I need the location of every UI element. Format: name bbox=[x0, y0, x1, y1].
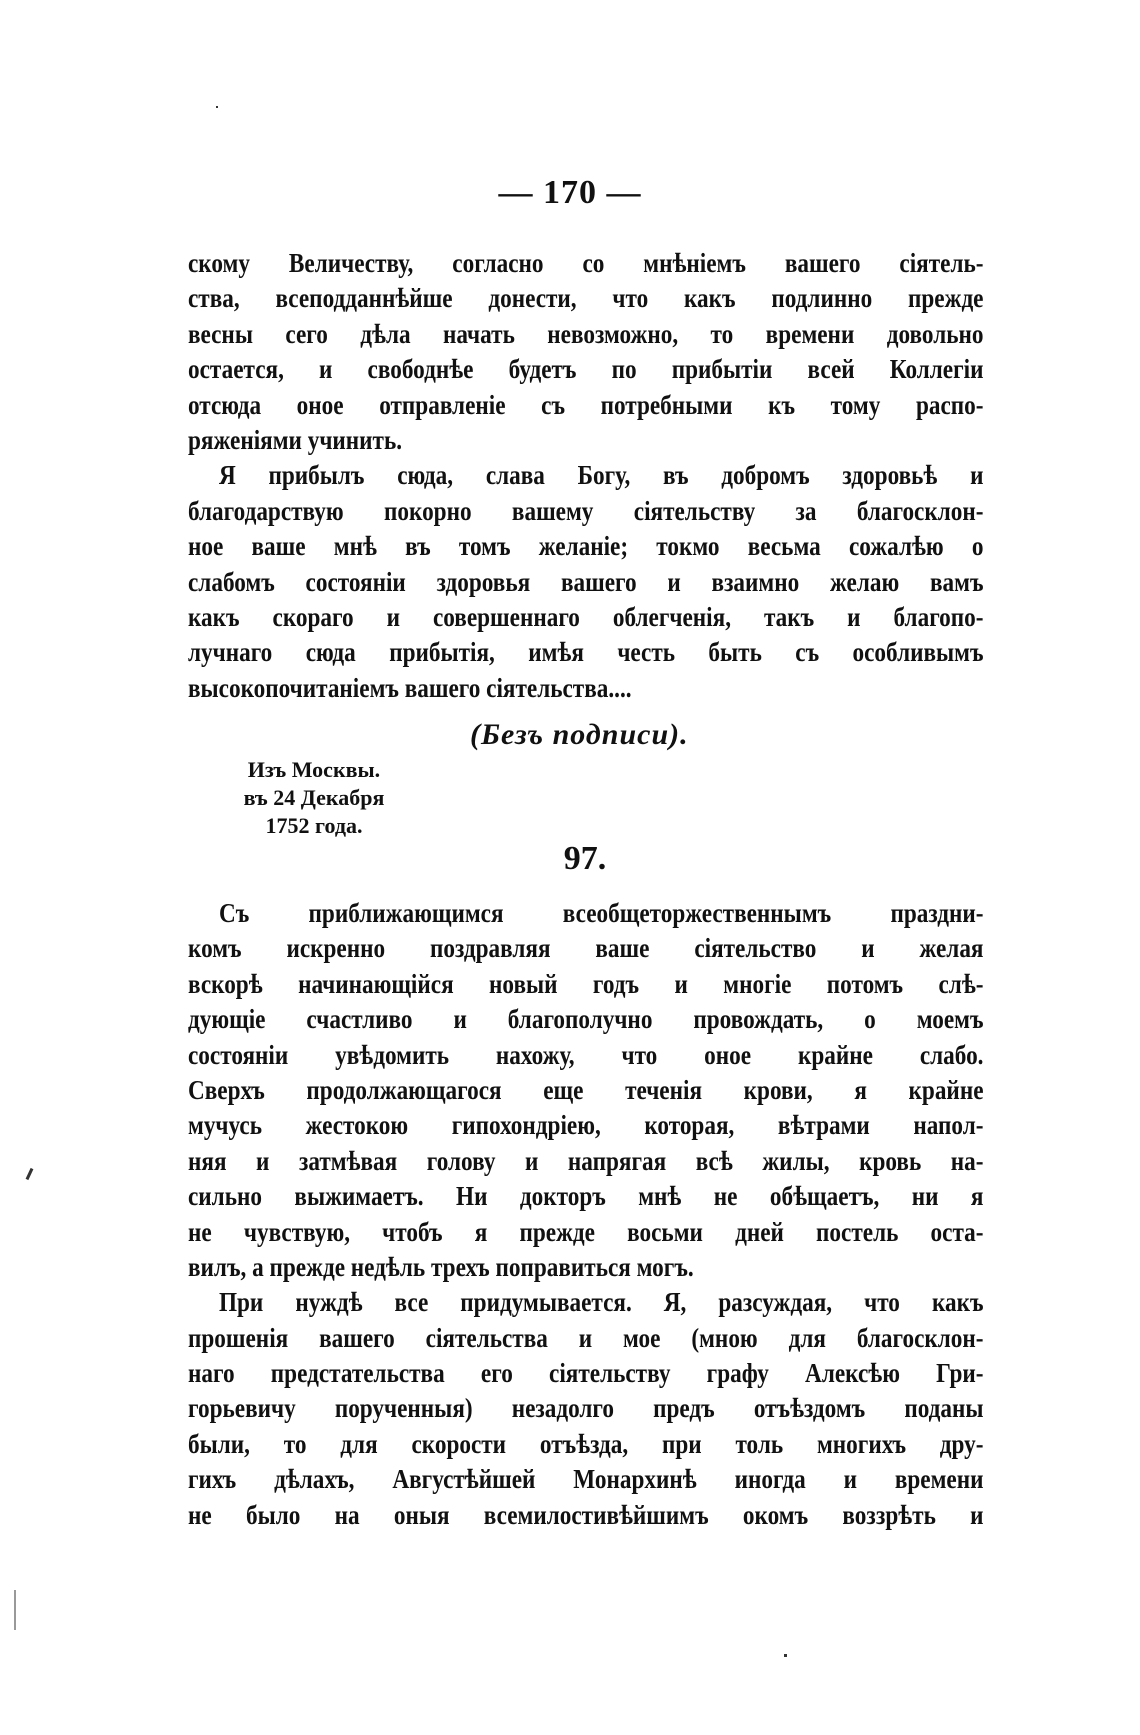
text-line: не чувствую, чтобъ я прежде восьми дней постель оста- bbox=[188, 1216, 984, 1247]
text-line: ряженіями учинить. bbox=[188, 424, 403, 455]
text-line: дующіе счастливо и благополучно провождать, о моемъ bbox=[188, 1004, 984, 1035]
text-line: мучусь жестокою гипохондріею, которая, вѣтрами напол- bbox=[188, 1110, 984, 1141]
text-line: благодарствую покорно вашему сіятельству за благосклон- bbox=[188, 495, 984, 526]
scan-speck bbox=[26, 1168, 34, 1180]
text-line: сильно выжимаетъ. Ни докторъ мнѣ не обѣщаетъ, ни я bbox=[188, 1181, 984, 1212]
text-line: Съ приближающимся всеобщеторжественнымъ праздни- bbox=[218, 898, 984, 928]
text-line: наго предстательства его сіятельству графу Алексѣю Гри- bbox=[188, 1358, 984, 1389]
text-line: лучнаго сюда прибытія, имѣя честь быть съ особливымъ bbox=[188, 637, 984, 668]
text-line: комъ искренно поздравляя ваше сіятельство и желая bbox=[188, 933, 984, 964]
text-line: При нуждѣ все придумывается. Я, разсуждая, что какъ bbox=[218, 1287, 984, 1318]
text-line: не было на оныя всемилостивѣйшимъ окомъ воззрѣть и bbox=[188, 1499, 984, 1530]
text-line: остается, и свободнѣе будетъ по прибытіи всей Коллегіи bbox=[188, 354, 984, 385]
text-line: весны сего дѣла начать невозможно, то времени довольно bbox=[188, 318, 984, 349]
text-line: Сверхъ продолжающагося еще теченія крови, я крайне bbox=[188, 1074, 984, 1105]
page-number: — 170 — bbox=[498, 174, 642, 211]
text-line: Я прибылъ сюда, слава Богу, въ добромъ здоровьѣ и bbox=[218, 460, 984, 491]
letter-number: 97. bbox=[563, 840, 607, 877]
text-block-letter-96 bbox=[188, 246, 984, 706]
text-line: какъ скораго и совершеннаго облегченія, такъ и благопо- bbox=[188, 601, 984, 632]
text-line: высокопочитаніемъ вашего сіятельства.... bbox=[188, 672, 632, 703]
text-line: вскорѣ начинающійся новый годъ и многіе потомъ слѣ- bbox=[188, 968, 984, 999]
text-line: ства, всеподданнѣйше донести, что какъ подлинно прежде bbox=[188, 283, 984, 314]
text-line: горьевичу порученныя) незадолго предъ отъѣздомъ поданы bbox=[188, 1393, 984, 1424]
text-line: ное ваше мнѣ въ томъ желаніе; токмо весьма сожалѣю о bbox=[188, 531, 984, 562]
text-line: гихъ дѣлахъ, Августѣйшей Монархинѣ иногда и времени bbox=[188, 1464, 984, 1495]
dateline-year: 1752 года. bbox=[265, 813, 363, 838]
text-line: отсюда оное отправленіе съ потребными къ тому распо- bbox=[188, 389, 984, 420]
text-line: слабомъ состояніи здоровья вашего и взаимно желаю вамъ bbox=[188, 566, 984, 597]
dateline-place: Изъ Москвы. bbox=[247, 757, 381, 782]
text-line: состояніи увѣдомить нахожу, что оное крайне слабо. bbox=[188, 1039, 984, 1070]
scan-speck bbox=[14, 1590, 16, 1630]
text-block-letter-97 bbox=[188, 896, 984, 1533]
dateline bbox=[214, 756, 414, 840]
text-line: вилъ, а прежде недѣль трехъ поправиться могъ. bbox=[188, 1251, 694, 1282]
text-line: были, то для скорости отъѣзда, при толь многихъ дру- bbox=[188, 1428, 984, 1459]
text-line: прошенія вашего сіятельства и мое (мною для благосклон- bbox=[188, 1322, 984, 1353]
text-line: няя и затмѣвая голову и напрягая всѣ жилы, кровь на- bbox=[188, 1145, 984, 1176]
scan-speck bbox=[216, 106, 218, 108]
text-line: скому Величеству, согласно со мнѣніемъ вашего сіятель- bbox=[188, 248, 984, 278]
scan-speck bbox=[784, 1654, 787, 1657]
dateline-date: въ 24 Декабря bbox=[243, 785, 385, 810]
signature-note: (Безъ подписи). bbox=[470, 718, 689, 751]
